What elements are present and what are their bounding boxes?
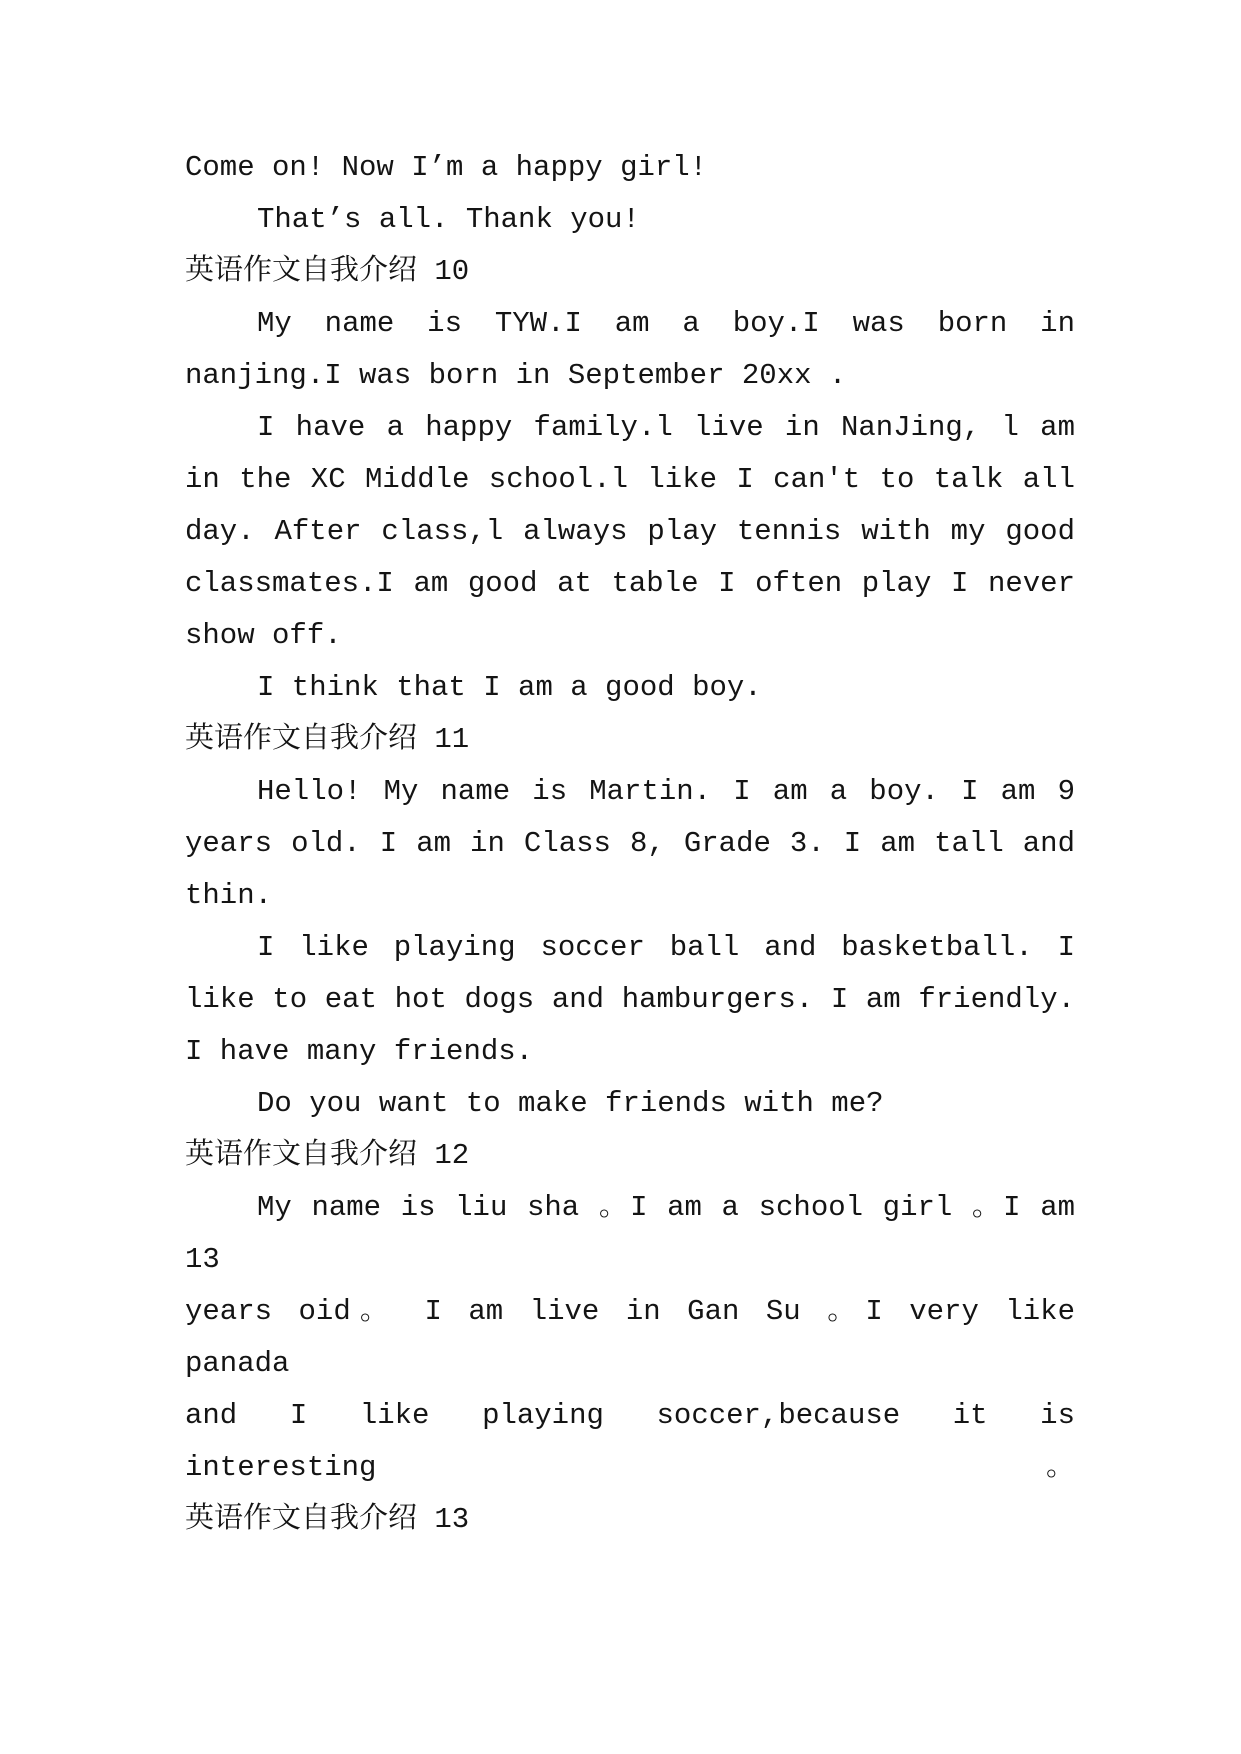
text-line: I think that I am a good boy. (257, 671, 762, 704)
text-line: I like playing soccer ball and basketball. I (257, 931, 1075, 964)
text-line: nanjing.I was born in September 20xx . (185, 359, 847, 392)
text-line: and I like playing soccer,because it is interesting。 (185, 1399, 1075, 1484)
text-line: thin. (185, 879, 273, 912)
text-line: classmates.I am good at table I often play I never (185, 567, 1075, 600)
section-heading: 英语作文自我介绍 10 (185, 255, 470, 288)
text-column (185, 142, 1075, 1546)
text-line: like to eat hot dogs and hamburgers. I am friendly. (185, 983, 1075, 1016)
text-line: years oid。 I am live in Gan Su 。I very like panada (185, 1295, 1075, 1380)
text-line: I have many friends. (185, 1035, 534, 1068)
text-line: My name is TYW.I am a boy.I was born in (257, 307, 1075, 340)
text-line: show off. (185, 619, 342, 652)
text-line: in the XC Middle school.l like I can't to talk all (185, 463, 1075, 496)
text-line: years old. I am in Class 8, Grade 3. I am tall and (185, 827, 1075, 860)
text-line: day. After class,l always play tennis with my good (185, 515, 1075, 548)
text-line: Come on! Now I’m a happy girl! (185, 151, 708, 184)
text-line: Do you want to make friends with me? (257, 1087, 884, 1120)
text-line: Hello! My name is Martin. I am a boy. I am 9 (257, 775, 1075, 808)
section-heading: 英语作文自我介绍 13 (185, 1503, 470, 1536)
section-heading: 英语作文自我介绍 11 (185, 723, 470, 756)
text-line: I have a happy family.l live in NanJing, l am (257, 411, 1075, 444)
text-line: That’s all. Thank you! (257, 203, 640, 236)
text-line: My name is liu sha 。I am a school girl 。I am 13 (185, 1191, 1075, 1276)
section-heading: 英语作文自我介绍 12 (185, 1139, 470, 1172)
